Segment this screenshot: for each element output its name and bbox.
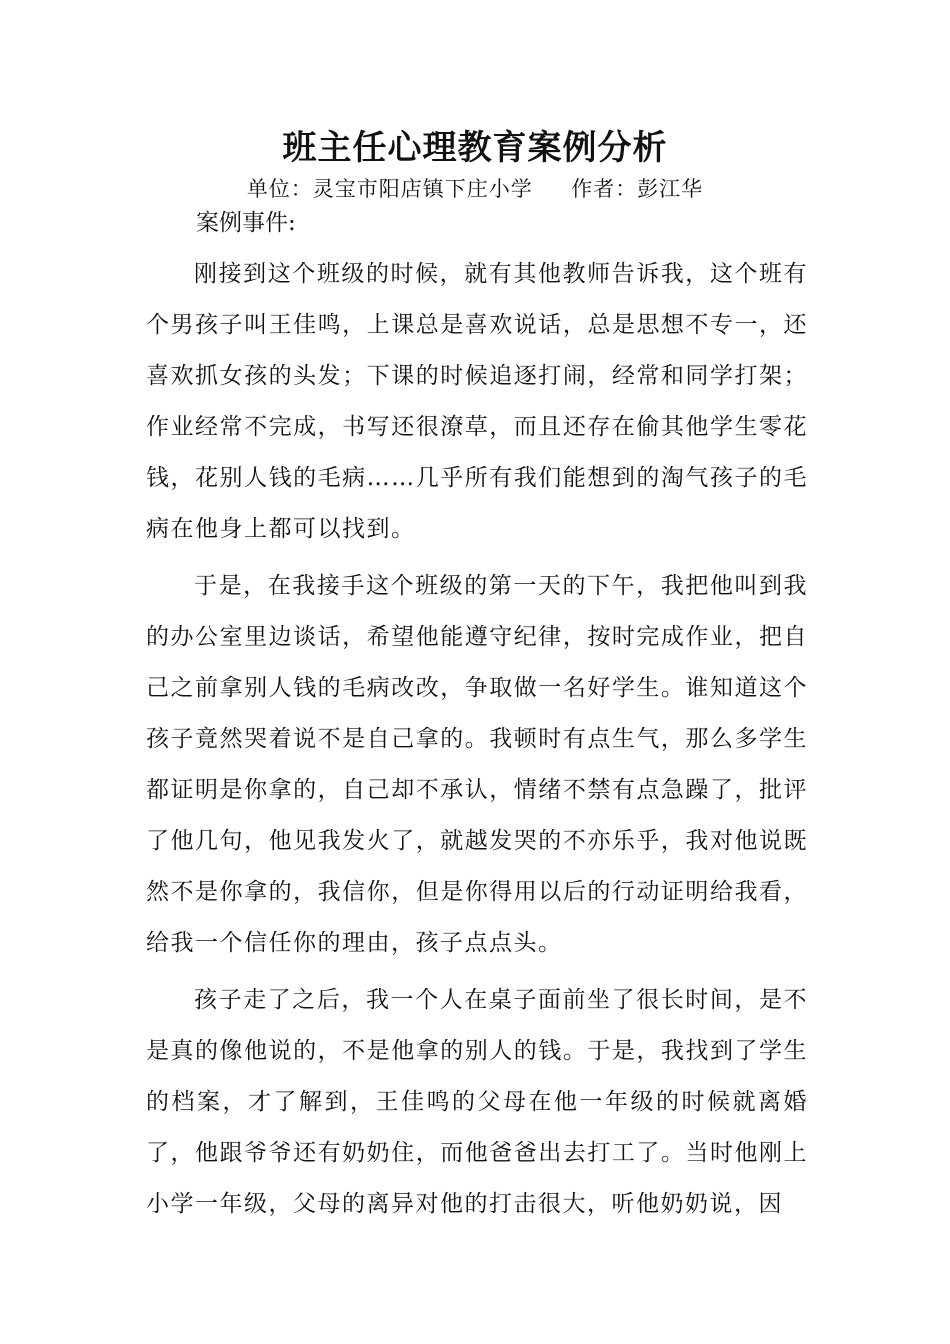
document-body [146, 203, 808, 1230]
paragraph: 刚接到这个班级的时候，就有其他教师告诉我，这个班有个男孩子叫王佳鸣，上课总是喜欢说话，总是思想不专一，还喜欢抓女孩的头发；下课的时候追逐打闹，经常和同学打架；作业经常不完成，书写还很潦草，而且还存在偷其他学生零花钱，花别人钱的毛病……几乎所有我们能想到的淘气孩子的毛病在他身上都可以找到。 [146, 261, 808, 542]
paragraph: 孩子走了之后，我一个人在桌子面前坐了很长时间，是不是真的像他说的，不是他拿的别人的钱。于是，我找到了学生的档案，才了解到，王佳鸣的父母在他一年级的时候就离婚了，他跟爷爷还有奶奶住，而他爸爸出去打工了。当时他刚上小学一年级，父母的离异对他的打击很大，听他奶奶说，因 [146, 987, 808, 1217]
document-title: 班主任心理教育案例分析 [282, 128, 668, 168]
author-byline: 单位：灵宝市阳店镇下庄小学 作者：彭江华 [246, 177, 704, 201]
paragraph: 于是，在我接手这个班级的第一天的下午，我把他叫到我的办公室里边谈话，希望他能遵守纪律，按时完成作业，把自己之前拿别人钱的毛病改改，争取做一名好学生。谁知道这个孩子竟然哭着说不是自己拿的。我顿时有点生气，那么多学生都证明是你拿的，自己却不承认，情绪不禁有点急躁了，批评了他几句，他见我发火了，就越发哭的不亦乐乎，我对他说既然不是你拿的，我信你，但是你得用以后的行动证明给我看，给我一个信任你的理由，孩子点点头。 [146, 573, 808, 956]
section-label: 案例事件: [196, 210, 296, 236]
